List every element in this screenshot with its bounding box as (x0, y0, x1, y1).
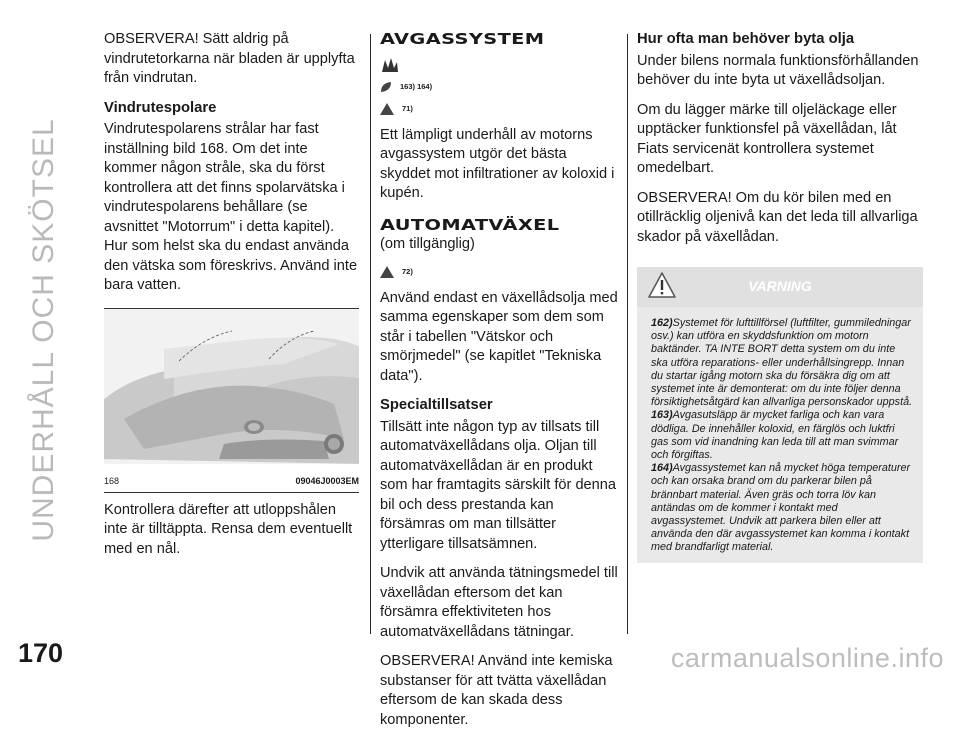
heading-oil-change: Hur ofta man behöver byta olja (637, 31, 855, 47)
observera-wipers: OBSERVERA! Sätt aldrig på vindrutetorkarna när bladen är upplyfta från vindrutan. (104, 31, 355, 86)
washer-paragraph: Vindrutespolarens strålar har fast inställning bild 168. Om det inte kommer någon stråle, ska du först kontrollera att det finns spolarvätska i vindrutespolarens behållare (se avsnittet "Motorrum" i detta kapitel). Hur som helst ska du endast använda den vätska som föreskrivs. Använd inte bara vatten. (104, 121, 358, 293)
figure-code: 09046J0003EM (295, 476, 359, 486)
oil-paragraph-3: OBSERVERA! Om du kör bilen med en otillräcklig oljenivå kan det leda till allvarliga skador på växellådan. (637, 189, 918, 245)
warning-title: VARNING (748, 278, 812, 295)
warning-text-164: Avgassystemet kan nå mycket höga temperaturer och kan orsaka brand om du parkerar bilen på brännbart material. Även gräs och torra löv kan antändas om de kommer i kontakt med avgassystemet. Undvik att parkera bilen eller att använda den där avgassystemet kan komma i kontakt med brandfarligt material. (651, 462, 911, 554)
oil-paragraph-2: Om du lägger märke till oljeläckage eller upptäcker funktionsfel på växellådan, låt Fiats servicenät kontrollera systemet omedelbart. (637, 101, 897, 176)
chapter-side-title: UNDERHÅLL OCH SKÖTSEL (27, 118, 60, 542)
column-divider-1 (370, 34, 371, 634)
column-3 (637, 30, 927, 563)
car-hood-illustration (104, 309, 359, 464)
warning-triangle-icon (380, 266, 394, 278)
symbol-row-72 (380, 261, 620, 283)
warning-number-162: 162) (651, 317, 673, 329)
warning-text-163: Avgasutsläpp är mycket farliga och kan vara dödliga. De innehåller koloxid, en färglös och luktfri gas som vid inandning kan leda till att man svimmar och förgiftas. (651, 409, 899, 462)
section-title-automatic: AUTOMATVÄXEL (380, 215, 560, 234)
warning-triangle-icon (647, 271, 677, 299)
environment-icon (380, 56, 400, 74)
warning-item-163 (651, 409, 915, 462)
special-paragraph-2: Undvik att använda tätningsmedel till växellådan eftersom det kan försämra effektiviteten hos automatväxellådans tätningar. (380, 565, 618, 640)
section-title-exhaust: AVGASSYSTEM (380, 30, 545, 48)
special-paragraph-3: OBSERVERA! Använd inte kemiska substanser för att tvätta växellådan eftersom de kan skada dess komponenter. (380, 653, 613, 728)
heading-special-additives: Specialtillsatser (380, 397, 493, 413)
after-figure-paragraph: Kontrollera därefter att utloppshålen inte är tilltäppta. Rensa dem eventuellt med en nål. (104, 501, 353, 557)
oil-paragraph-1: Under bilens normala funktionsförhållanden behöver du inte byta ut växellådsoljan. (637, 52, 919, 88)
leaf-icon (380, 81, 392, 93)
figure-168 (104, 308, 359, 493)
warning-header (637, 267, 923, 307)
warning-item-164 (651, 462, 915, 554)
site-watermark: carmanualsonline.info (670, 643, 944, 673)
special-paragraph-1: Tillsätt inte någon typ av tillsats till automatväxellådans olja. Oljan till automatväxellådan är en produkt som har framtagits särskilt för denna bil och dess prestanda kan försämras om man tillsätter ytterligare tillsatsämnen. (380, 418, 617, 552)
column-1 (104, 30, 359, 569)
automatic-subtitle: (om tillgänglig) (380, 236, 475, 252)
warning-number-164: 164) (651, 462, 673, 475)
warning-triangle-icon (380, 103, 394, 115)
warning-item-162 (651, 317, 915, 409)
symbol-row-env (380, 54, 620, 76)
symbol-row-refs (380, 76, 620, 98)
warning-number-163: 163) (651, 409, 673, 422)
automatic-paragraph: Använd endast en växellådsolja med samma egenskaper som dem som står i tabellen "Vätskor och smörjmedel" (se kapitlet "Tekniska data"). (380, 289, 618, 384)
page-number: 170 (18, 638, 64, 668)
figure-number: 168 (104, 476, 120, 486)
warning-text-162: Systemet för lufttillförsel (luftfilter, gummiledningar osv.) kan utföra en skyddsfunktion om motorn baktänder. TA INTE BORT detta system om du inte ska utföra reparations- eller underhållsingrepp. Innan du startar igång motorn ska du försäkra dig om att systemet inte är demonterat: om du inte följer denna försiktighetsåtgärd kan allvarliga personskador uppstå. (651, 317, 913, 409)
heading-windscreen-washer: Vindrutespolare (104, 99, 217, 116)
column-divider-2 (627, 34, 628, 634)
reference-71: 71) (402, 103, 413, 113)
symbol-row-71 (380, 98, 620, 120)
figure-caption (104, 470, 359, 492)
reference-72: 72) (402, 266, 413, 276)
reference-163-164: 163) 164) (400, 81, 433, 91)
exhaust-paragraph: Ett lämpligt underhåll av motorns avgassystem utgör det bästa skyddet mot infiltrationer av koloxid i kupén. (380, 126, 615, 201)
column-2 (380, 30, 620, 740)
warning-body (637, 307, 923, 563)
warning-box (637, 267, 923, 563)
